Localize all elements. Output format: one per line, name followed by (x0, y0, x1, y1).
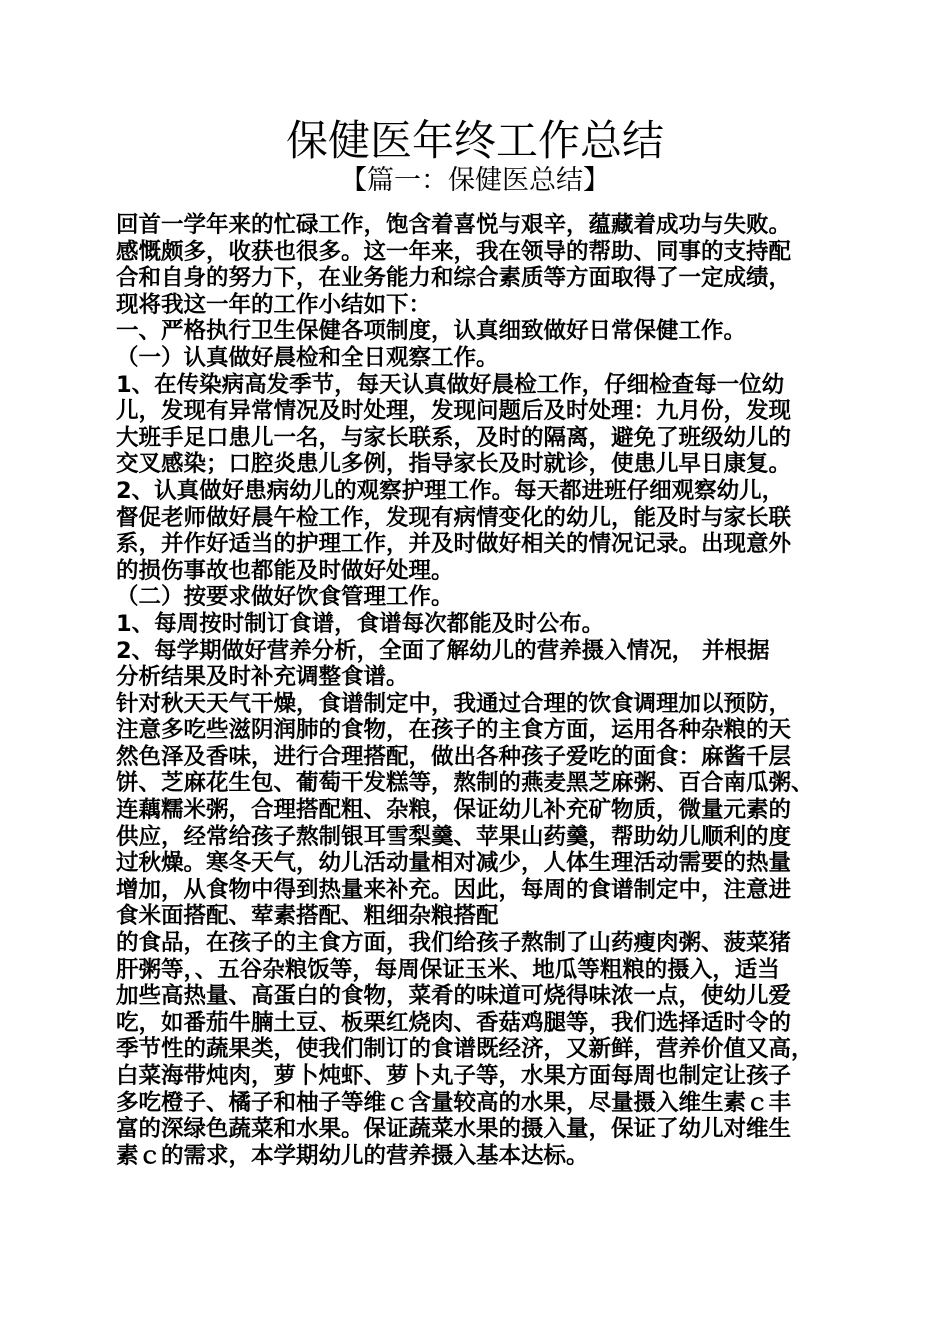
body-line: 季节性的蔬果类，使我们制订的食谱既经济，又新鲜，营养价值又高， (116, 1036, 814, 1063)
body-line: 的食品，在孩子的主食方面，我们给孩子熬制了山药瘦肉粥、菠菜猪 (116, 930, 792, 957)
body-line: 连藕糯米粥，合理搭配粗、杂粮，保证幼儿补充矿物质，微量元素的 (116, 797, 792, 824)
body-line: 肝粥等，、五谷杂粮饭等，每周保证玉米、地瓜等粗粮的摄入，适当 (116, 956, 780, 983)
document-body (116, 212, 842, 1169)
body-line: 吃，如番茄牛腩土豆、板栗红烧肉、香菇鸡腿等，我们选择适时令的 (116, 1009, 792, 1036)
body-line: （一）认真做好晨检和全日观察工作。 (116, 344, 499, 371)
body-line: 2、认真做好患病幼儿的观察护理工作。每天都进班仔细观察幼儿， (116, 477, 785, 504)
body-line: 素ｃ的需求，本学期幼儿的营养摄入基本达标。 (116, 1142, 589, 1169)
body-line: 过秋燥。寒冬天气，幼儿活动量相对减少，人体生理活动需要的热量 (116, 850, 792, 877)
body-line: 合和自身的努力下，在业务能力和综合素质等方面取得了一定成绩， (116, 265, 792, 292)
body-line: 增加，从食物中得到热量来补充。因此，每周的食谱制定中，注意进 (116, 876, 792, 903)
body-line: 的损伤事故也都能及时做好处理。 (116, 557, 454, 584)
body-line: 现将我这一年的工作小结如下： (116, 291, 432, 318)
body-line: 督促老师做好晨午检工作，发现有病情变化的幼儿，能及时与家长联 (116, 504, 792, 531)
body-line: 白菜海带炖肉，萝卜炖虾、萝卜丸子等，水果方面每周也制定让孩子 (116, 1063, 792, 1089)
body-line: 加些高热量、高蛋白的食物，菜肴的味道可烧得味浓一点，使幼儿爱 (116, 983, 792, 1010)
body-line: 大班手足口患儿一名，与家长联系，及时的隔离，避免了班级幼儿的 (116, 424, 792, 451)
body-line: 交叉感染；口腔炎患儿多例，指导家长及时就诊，使患儿早日康复。 (116, 451, 792, 478)
body-line: 1、每周按时制订食谱，食谱每次都能及时公布。 (116, 610, 605, 637)
body-line: 然色泽及香味，进行合理搭配，做出各种孩子爱吃的面食：麻酱千层 (116, 743, 792, 770)
body-line: 2、每学期做好营养分析，全面了解幼儿的营养摄入情况， 并根据 (116, 637, 770, 664)
body-line: 富的深绿色蔬菜和水果。保证蔬菜水果的摄入量，保证了幼儿对维生 (116, 1116, 792, 1143)
body-line: 饼、芝麻花生包、葡萄干发糕等，熬制的燕麦黑芝麻粥、百合南瓜粥、 (116, 770, 814, 797)
body-line: 注意多吃些滋阴润肺的食物，在孩子的主食方面，运用各种杂粮的天 (116, 717, 792, 744)
body-line: 多吃橙子、橘子和柚子等维ｃ含量较高的水果，尽量摄入维生素ｃ丰 (116, 1089, 792, 1116)
document-subtitle: 【篇一：保健医总结】 (340, 165, 610, 196)
body-line: 系，并作好适当的护理工作，并及时做好相关的情况记录。出现意外 (116, 531, 792, 558)
body-line: 食米面搭配、荤素搭配、粗细杂粮搭配 (116, 903, 499, 930)
body-line: 分析结果及时补充调整食谱。 (116, 664, 409, 691)
body-line: 供应，经常给孩子熬制银耳雪梨羹、苹果山药羹，帮助幼儿顺利的度 (116, 823, 792, 850)
body-line: 1、在传染病高发季节，每天认真做好晨检工作，仔细检查每一位幼 (116, 371, 785, 398)
body-line: 针对秋天天气干燥，食谱制定中，我通过合理的饮食调理加以预防， (116, 690, 792, 717)
body-line: （二）按要求做好饮食管理工作。 (116, 584, 454, 611)
body-line: 感慨颇多，收获也很多。这一年来，我在领导的帮助、同事的支持配 (116, 238, 792, 265)
document-title: 保健医年终工作总结 (285, 116, 664, 165)
body-line: 一、严格执行卫生保健各项制度，认真细致做好日常保健工作。 (116, 318, 747, 345)
body-line: 回首一学年来的忙碌工作，饱含着喜悦与艰辛，蕴藏着成功与失败。 (116, 212, 792, 238)
body-line: 儿，发现有异常情况及时处理，发现问题后及时处理：九月份，发现 (116, 398, 792, 425)
